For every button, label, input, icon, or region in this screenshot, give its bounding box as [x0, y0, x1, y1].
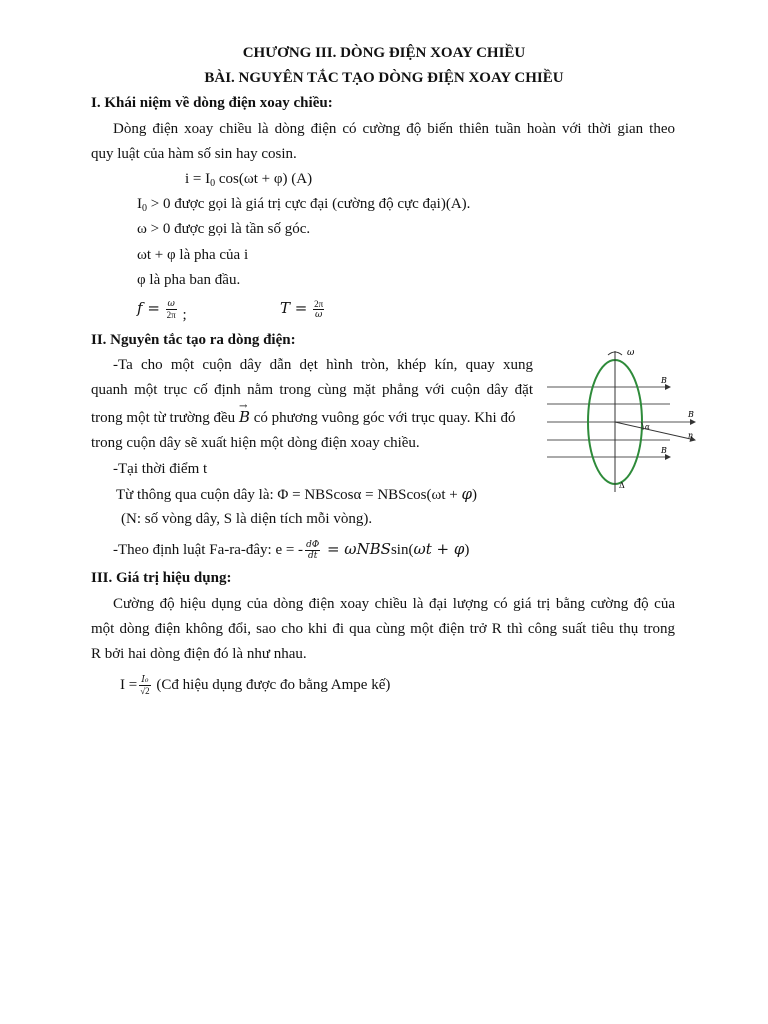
section2-line1: -Ta cho một cuộn dây dẫn dẹt hình tròn, khép kín, quay xung	[113, 357, 533, 373]
section3-line1: Cường độ hiệu dụng của dòng điện xoay chiều là đại lượng có giá trị bằng cường độ của	[113, 596, 675, 612]
section1-para-line2: quy luật của hàm số sin hay cosin.	[91, 146, 297, 162]
section3-line2: một dòng điện không đổi, sao cho khi đi qua cùng một điện trở R thì công suất tiêu thụ trong	[91, 621, 675, 637]
section2-line3: trong một từ trường đều → B có phương vuông góc với trục quay. Khi đó	[91, 408, 515, 427]
section3-heading: III. Giá trị hiệu dụng:	[91, 570, 232, 586]
section3-line3: R bởi hai dòng điện đó là như nhau.	[91, 646, 307, 662]
flux-note: (N: số vòng dây, S là diện tích mỗi vòng).	[121, 511, 373, 527]
flux-formula: Từ thông qua cuộn dây là: Φ = NBScosα = NBScos(ωt + φ)	[116, 485, 478, 503]
section2-line4: trong cuộn dây sẽ xuất hiện một dòng điện xoay chiều.	[91, 435, 420, 451]
section1-heading: I. Khái niệm về dòng điện xoay chiều:	[91, 95, 333, 111]
normal-vector	[615, 422, 695, 440]
rotating-coil-diagram	[545, 345, 705, 495]
axis-label: Δ	[619, 481, 625, 490]
alpha-label: α	[645, 423, 650, 431]
omega-description: ω > 0 được gọi là tần số góc.	[137, 221, 311, 237]
section2-line2: quanh một trục cố định nằm trong cùng mặt phẳng với cuộn dây đặt	[91, 382, 533, 398]
n-label: n	[688, 431, 694, 440]
faraday-formula: -Theo định luật Fa-ra-đây: e = - $\frac{d\Phi}{dt}$ = ωNBSsin(ωt + φ)	[113, 540, 470, 562]
lesson-title: BÀI. NGUYÊN TẮC TẠO DÒNG ĐIỆN XOAY CHIỀU	[204, 70, 564, 86]
field-lines	[547, 387, 695, 457]
formula-i: $i = I_0$ cos(ωt + φ) (A)	[185, 171, 313, 189]
formula-f: f = $\frac{\omega}{2\pi}$ ;	[137, 299, 187, 323]
b-label: B	[661, 376, 667, 385]
phase-description: ωt + φ là pha của i	[137, 247, 249, 263]
i0-description: $I_0 > 0$ được gọi là giá trị cực đại (cường độ cực đại)(A).	[137, 196, 471, 214]
b-label: B	[688, 410, 694, 419]
initial-phase-description: φ là pha ban đầu.	[137, 272, 241, 288]
b-label: B	[661, 446, 667, 455]
omega-label: ω	[627, 348, 635, 358]
formula-T: T = $\frac{2\pi}{\omega}$	[280, 299, 324, 321]
effective-current-formula: I = $\frac{\text{I₀}}{√2}$ (Cđ hiệu dụng được đo bằng Ampe kế)	[120, 675, 391, 697]
section2-line5: -Tại thời điểm t	[113, 461, 208, 477]
section1-para-line1: Dòng điện xoay chiều là dòng điện có cường độ biến thiên tuần hoàn với thời gian theo	[113, 121, 675, 137]
chapter-title: CHƯƠNG III. DÒNG ĐIỆN XOAY CHIỀU	[242, 45, 526, 61]
section2-heading: II. Nguyên tắc tạo ra dòng điện:	[91, 332, 296, 348]
